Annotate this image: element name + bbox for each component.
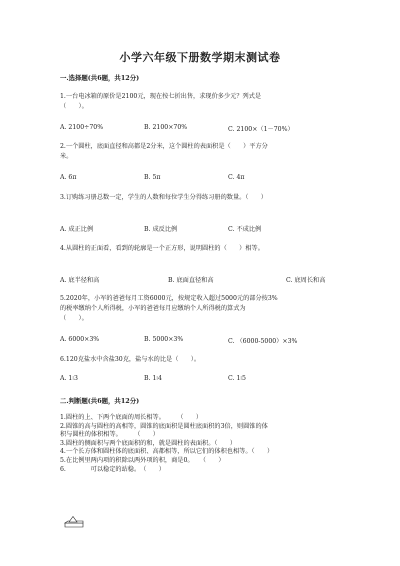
option-c: C. 2100×（1－70%） bbox=[228, 126, 294, 133]
option-a: A. 成正比例 bbox=[60, 226, 94, 233]
cone-on-box-figure-icon bbox=[63, 516, 85, 528]
option-a: A. 6π bbox=[60, 174, 77, 181]
section-heading-judgment: 二.判断题(共6题，共12分) bbox=[60, 397, 140, 405]
option-b: B. 底面直径和高 bbox=[168, 277, 214, 284]
question-line: 4.从圆柱的正面看，看到的轮廓是一个正方形，说明圆柱的（ ）相等。 bbox=[60, 245, 264, 252]
question-line: 米。 bbox=[60, 153, 73, 160]
judgment-item: 5.在比例里两内项的积除以两外项的积，商是0。 （ ） bbox=[60, 456, 225, 464]
option-c: C. 1∶5 bbox=[228, 375, 246, 382]
judgment-item: 6. 可以稳定的站稳。 （ ） bbox=[60, 465, 165, 473]
option-a: A. 2100÷70% bbox=[60, 124, 104, 131]
option-b: B. 2100×70% bbox=[144, 124, 188, 131]
question-5 bbox=[60, 294, 352, 324]
option-c: C. 不成比例 bbox=[228, 226, 262, 233]
judgment-item: 2.圆锥的高与圆柱的高相等，圆锥的底面积是圆柱底面积的3倍，则圆锥的体 bbox=[60, 422, 268, 430]
option-b: B. 成反比例 bbox=[144, 226, 178, 233]
question-line: 6.120克盐水中含盐30克，盐与水的比是（ ）。 bbox=[60, 356, 201, 363]
section-heading-choice: 一.选择题(共6题，共12分) bbox=[60, 74, 140, 82]
question-line: （ ）。 bbox=[60, 315, 88, 322]
question-4 bbox=[60, 244, 352, 254]
judgment-item-continued: 积与圆柱的体积相等。 （ ） bbox=[60, 431, 159, 439]
page-title: 小学六年级下册数学期末测试卷 bbox=[119, 51, 281, 64]
question-3 bbox=[60, 193, 352, 203]
option-b: B. 5π bbox=[144, 174, 161, 181]
option-b: B. 1∶4 bbox=[144, 375, 162, 382]
option-b: B. 5000×3% bbox=[144, 336, 184, 343]
judgment-list bbox=[60, 414, 352, 474]
option-c: C. 4π bbox=[228, 174, 245, 181]
option-c: C. （6000-5000）×3% bbox=[228, 338, 298, 345]
question-line: 3.订购练习册总数一定，学生的人数和每位学生分得练习册的数量。（ ） bbox=[60, 194, 267, 201]
option-c: C. 底周长和高 bbox=[286, 277, 326, 284]
option-a: A. 1∶3 bbox=[60, 375, 78, 382]
question-6 bbox=[60, 355, 352, 365]
question-1 bbox=[60, 92, 352, 112]
question-line: 1.一台电冰箱的原价是2100元，现在按七折出售，求现价多少元？列式是 bbox=[60, 93, 262, 100]
question-2 bbox=[60, 142, 352, 162]
question-line: 2.一个圆柱，底面直径和高都是2分米，这个圆柱的表面积是（ ）平方分 bbox=[60, 143, 268, 150]
judgment-item: 1.圆柱的上、下两个底面的周长相等。 （ ） bbox=[60, 414, 203, 421]
question-line: 的税率缴纳个人所得税，小军的爸爸每月应缴纳个人所得税的算式为 bbox=[60, 305, 246, 312]
option-a: A. 底半径和高 bbox=[60, 277, 100, 284]
judgment-item: 3.圆柱的侧面积与两个底面积的和，就是圆柱的表面积。（ ） bbox=[60, 439, 237, 447]
option-a: A. 6000×3% bbox=[60, 336, 100, 343]
question-line: 5.2020年，小军的爸爸每月工资6000元，按规定收入超过5000元的部分按3% bbox=[60, 295, 278, 302]
question-line: （ ）。 bbox=[60, 103, 88, 110]
judgment-item: 4.一个长方体和圆柱体的底面积、高都相等，所以它们的体积也相等。（ ） bbox=[60, 448, 274, 456]
